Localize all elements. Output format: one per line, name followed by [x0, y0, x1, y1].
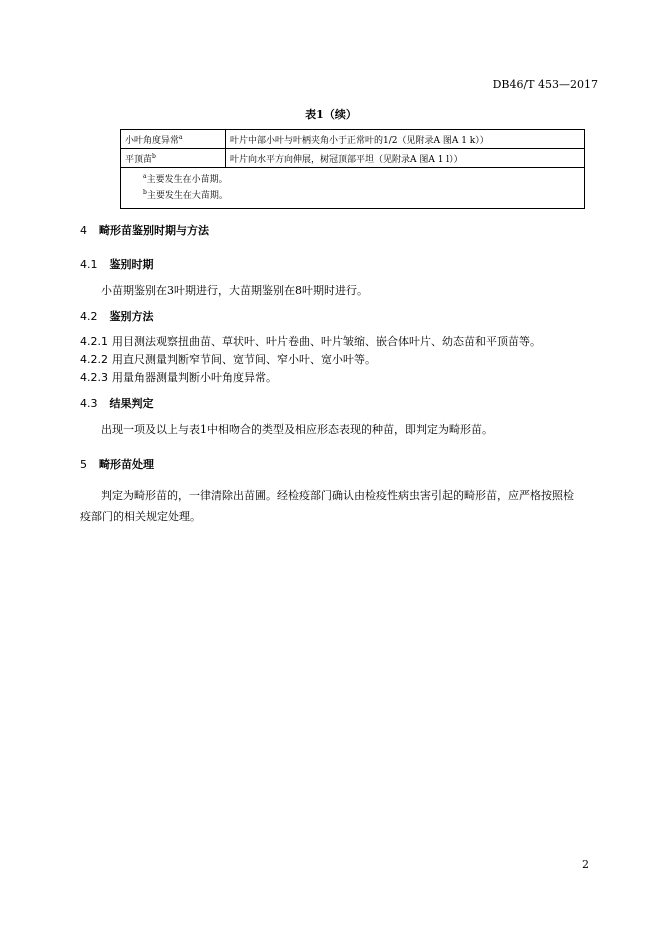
section-4-1-heading: 4.1 鉴别时期 — [80, 258, 154, 271]
section-4-heading: 4 畸形苗鉴别时期与方法 — [80, 224, 209, 237]
table-note: $^a$主要发生在小苗期。 — [143, 173, 228, 185]
table-cell-type: 小叶角度异常$^a$ — [121, 130, 226, 149]
table-notes — [121, 168, 585, 209]
table-row — [121, 130, 585, 149]
abnormal-seedling-table — [120, 129, 585, 209]
section-5-text: 判定为畸形苗的，一律清除出苗圃。经检疫部门确认由检疫性病虫害引起的畸形苗，应严格按照检疫部门的相关规定处理。 — [80, 489, 574, 523]
section-4-1-text: 小苗期鉴别在3叶期进行，大苗期鉴别在8叶期时进行。 — [101, 284, 368, 297]
standard-number: DB46/T 453—2017 — [492, 78, 598, 91]
table-caption: 表1（续） — [305, 108, 357, 121]
section-4-2-1: 4.2.1 用目测法观察扭曲苗、草状叶、叶片卷曲、叶片皱缩、嵌合体叶片、幼态苗和平顶苗等。 — [80, 335, 541, 348]
table-cell-description: 叶片向水平方向伸展，树冠顶部平坦（见附录A 图A 1 l）） — [226, 149, 585, 168]
table-cell-type: 平顶苗$^b$ — [121, 149, 226, 168]
table-note: $^b$主要发生在大苗期。 — [143, 189, 228, 201]
table-cell-description: 叶片中部小叶与叶柄夹角小于正常叶的1/2（见附录A 图A 1 k）） — [226, 130, 585, 149]
section-4-2-2: 4.2.2 用直尺测量判断窄节间、宽节间、窄小叶、宽小叶等。 — [80, 353, 376, 366]
page-number: 2 — [582, 858, 589, 871]
table-notes-row — [121, 168, 585, 209]
section-4-3-heading: 4.3 结果判定 — [80, 397, 154, 410]
table-row — [121, 149, 585, 168]
section-5-heading: 5 畸形苗处理 — [80, 458, 154, 471]
section-4-3-text: 出现一项及以上与表1中相吻合的类型及相应形态表现的种苗，即判定为畸形苗。 — [101, 423, 493, 436]
section-4-2-heading: 4.2 鉴别方法 — [80, 310, 154, 323]
section-4-2-3: 4.2.3 用量角器测量判断小叶角度异常。 — [80, 371, 277, 384]
